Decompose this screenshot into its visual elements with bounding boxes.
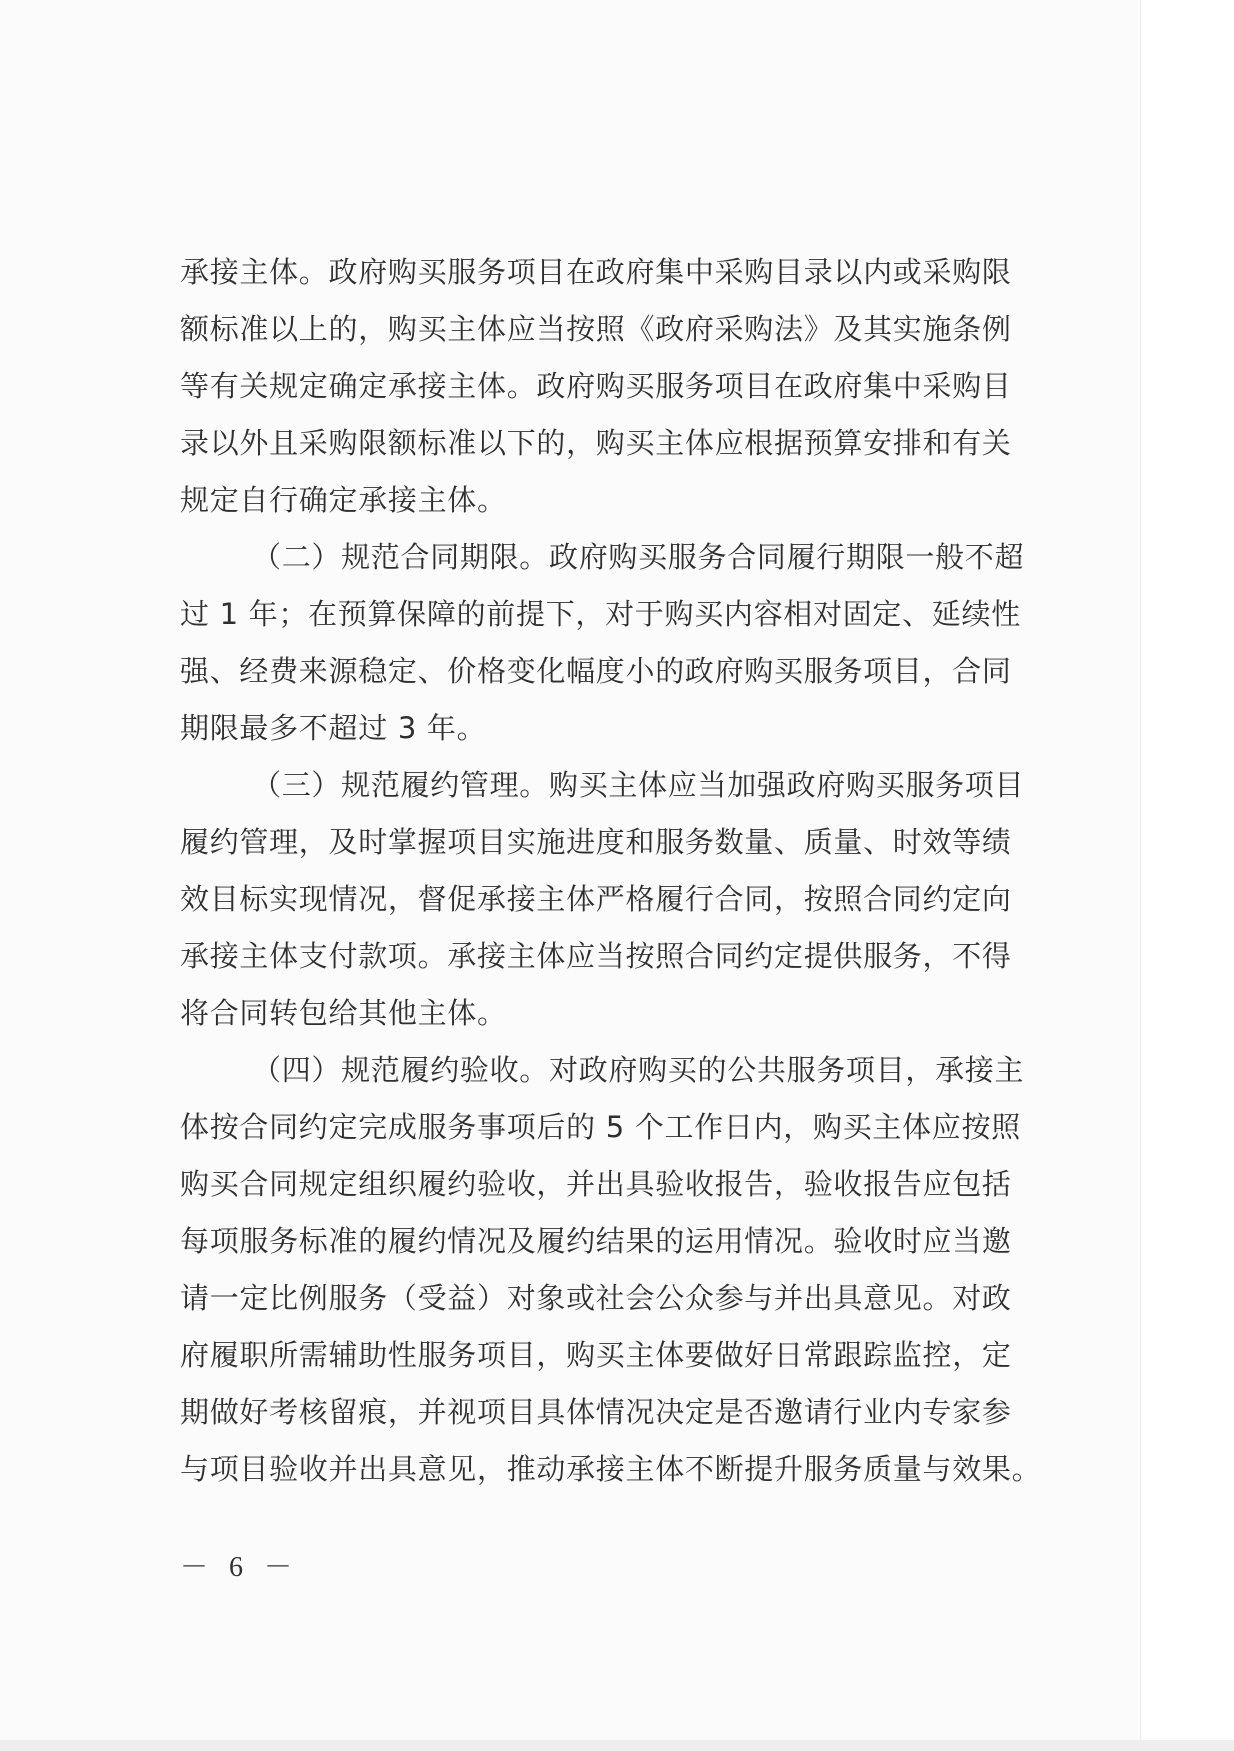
section-3-first-line: （三）规范履约管理。购买主体应当加强政府购买服务项目 (252, 768, 1025, 802)
text-line: 承接主体。政府购买服务项目在政府集中采购目录以内或采购限 (180, 255, 1012, 289)
text-line: 履约管理，及时掌握项目实施进度和服务数量、质量、时效等绩 (180, 825, 1012, 859)
scan-bottom-edge (0, 1740, 1234, 1751)
text-line: 体按合同约定完成服务事项后的 5 个工作日内，购买主体应按照 (180, 1110, 1021, 1144)
section-4-first-line: （四）规范履约验收。对政府购买的公共服务项目，承接主 (252, 1053, 1025, 1087)
text-line: 强、经费来源稳定、价格变化幅度小的政府购买服务项目，合同 (180, 654, 1012, 688)
text-line: 规定自行确定承接主体。 (180, 483, 507, 517)
text-line: 每项服务标准的履约情况及履约结果的运用情况。验收时应当邀 (180, 1224, 1012, 1258)
text-line: 过 1 年；在预算保障的前提下，对于购买内容相对固定、延续性 (180, 597, 1021, 631)
section-2-first-line: （二）规范合同期限。政府购买服务合同履行期限一般不超 (252, 540, 1025, 574)
text-line: 购买合同规定组织履约验收，并出具验收报告，验收报告应包括 (180, 1167, 1012, 1201)
text-line: 录以外且采购限额标准以下的，购买主体应根据预算安排和有关 (180, 426, 1012, 460)
text-line: 期做好考核留痕，并视项目具体情况决定是否邀请行业内专家参 (180, 1395, 1012, 1429)
text-line: 府履职所需辅助性服务项目，购买主体要做好日常跟踪监控，定 (180, 1338, 1012, 1372)
text-line: 期限最多不超过 3 年。 (180, 711, 487, 745)
page-number: － 6 － (180, 1552, 300, 1583)
body-text (180, 244, 1064, 1498)
scan-margin (1140, 0, 1234, 1751)
text-line: 与项目验收并出具意见，推动承接主体不断提升服务质量与效果。 (180, 1452, 1042, 1486)
text-line: 请一定比例服务（受益）对象或社会公众参与并出具意见。对政 (180, 1281, 1012, 1315)
text-line: 将合同转包给其他主体。 (180, 996, 507, 1030)
text-line: 效目标实现情况，督促承接主体严格履行合同，按照合同约定向 (180, 882, 1012, 916)
text-line: 等有关规定确定承接主体。政府购买服务项目在政府集中采购目 (180, 369, 1012, 403)
text-line: 承接主体支付款项。承接主体应当按照合同约定提供服务，不得 (180, 939, 1012, 973)
text-line: 额标准以上的，购买主体应当按照《政府采购法》及其实施条例 (180, 312, 1012, 346)
